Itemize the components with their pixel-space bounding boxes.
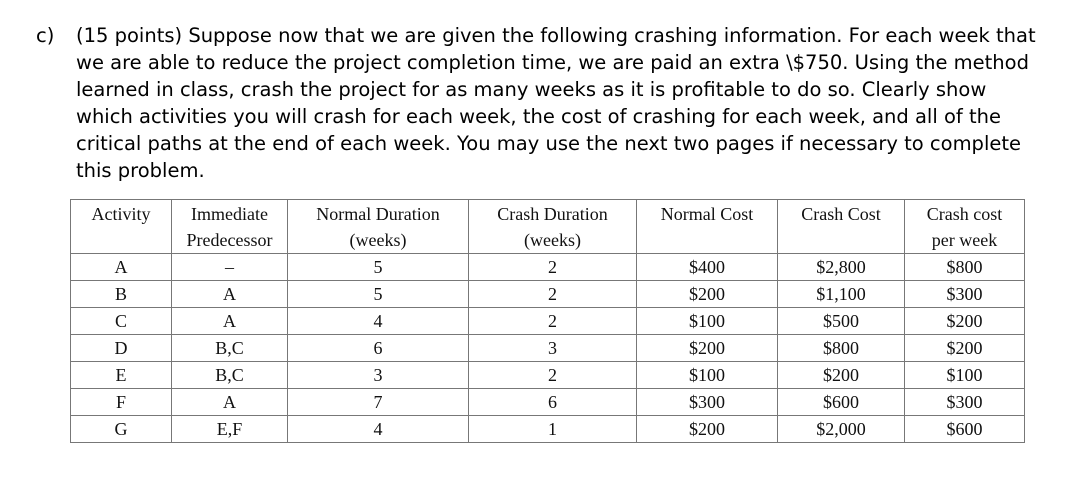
cell-normal-duration: 4 [288, 416, 469, 443]
table-row [71, 335, 1025, 362]
problem-label: c) [36, 24, 55, 47]
cell-crash-duration: 2 [469, 362, 637, 389]
cell-predecessor: – [172, 254, 288, 281]
header-normal-duration: Normal Duration (weeks) [288, 200, 469, 254]
cell-crash-duration: 3 [469, 335, 637, 362]
table-row [71, 416, 1025, 443]
table-row [71, 362, 1025, 389]
cell-normal-cost: $200 [637, 335, 778, 362]
cell-crash-duration: 2 [469, 254, 637, 281]
table-row [71, 281, 1025, 308]
cell-crash-duration: 2 [469, 281, 637, 308]
cell-crash-cost: $200 [778, 362, 905, 389]
cell-activity: E [71, 362, 172, 389]
cell-normal-duration: 7 [288, 389, 469, 416]
problem-statement [36, 22, 1046, 184]
cell-normal-duration: 5 [288, 281, 469, 308]
cell-normal-duration: 4 [288, 308, 469, 335]
crashing-table [70, 199, 1025, 443]
cell-crash-cost: $2,000 [778, 416, 905, 443]
cell-predecessor: A [172, 281, 288, 308]
cell-crash-duration: 6 [469, 389, 637, 416]
cell-crash-cost-per-week: $200 [905, 308, 1025, 335]
cell-normal-duration: 6 [288, 335, 469, 362]
cell-normal-cost: $200 [637, 281, 778, 308]
cell-normal-duration: 3 [288, 362, 469, 389]
cell-crash-cost-per-week: $300 [905, 389, 1025, 416]
cell-predecessor: B,C [172, 335, 288, 362]
cell-normal-cost: $300 [637, 389, 778, 416]
cell-crash-cost: $500 [778, 308, 905, 335]
cell-predecessor: E,F [172, 416, 288, 443]
header-crash-duration: Crash Duration (weeks) [469, 200, 637, 254]
header-immediate-predecessor: Immediate Predecessor [172, 200, 288, 254]
cell-normal-cost: $100 [637, 362, 778, 389]
cell-activity: G [71, 416, 172, 443]
cell-crash-duration: 1 [469, 416, 637, 443]
cell-crash-cost: $2,800 [778, 254, 905, 281]
cell-crash-cost: $800 [778, 335, 905, 362]
table-row [71, 254, 1025, 281]
cell-crash-cost-per-week: $200 [905, 335, 1025, 362]
cell-crash-cost-per-week: $300 [905, 281, 1025, 308]
cell-crash-cost: $1,100 [778, 281, 905, 308]
cell-activity: F [71, 389, 172, 416]
cell-normal-cost: $100 [637, 308, 778, 335]
cell-predecessor: A [172, 308, 288, 335]
cell-crash-cost-per-week: $100 [905, 362, 1025, 389]
cell-predecessor: B,C [172, 362, 288, 389]
cell-activity: B [71, 281, 172, 308]
cell-normal-cost: $400 [637, 254, 778, 281]
header-crash-cost: Crash Cost [778, 200, 905, 254]
cell-normal-duration: 5 [288, 254, 469, 281]
cell-crash-duration: 2 [469, 308, 637, 335]
cell-activity: A [71, 254, 172, 281]
cell-crash-cost-per-week: $600 [905, 416, 1025, 443]
cell-activity: C [71, 308, 172, 335]
problem-text: (15 points) Suppose now that we are given the following crashing information. For each week that we are able to reduce the project completion time, we are paid an extra \$750. Using the method learned in class, crash the project for as many weeks as it is profitable to do so. Clearly show which activities you will crash for each week, the cost of crashing for each week, and all of the critical paths at the end of each week. You may use the next two pages if necessary to complete this problem. [76, 24, 1036, 182]
table-row [71, 389, 1025, 416]
table-header-row [71, 200, 1025, 254]
cell-normal-cost: $200 [637, 416, 778, 443]
table-row [71, 308, 1025, 335]
header-activity: Activity [71, 200, 172, 254]
header-crash-cost-per-week: Crash cost per week [905, 200, 1025, 254]
header-normal-cost: Normal Cost [637, 200, 778, 254]
cell-predecessor: A [172, 389, 288, 416]
cell-crash-cost-per-week: $800 [905, 254, 1025, 281]
cell-activity: D [71, 335, 172, 362]
cell-crash-cost: $600 [778, 389, 905, 416]
